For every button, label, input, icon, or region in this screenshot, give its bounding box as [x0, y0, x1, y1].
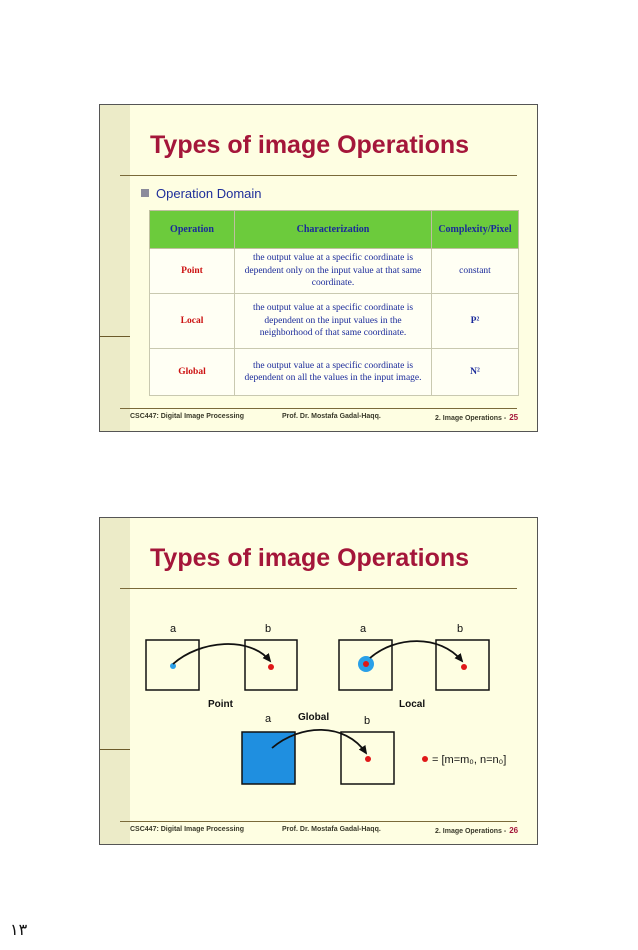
- bullet-text: Operation Domain: [156, 186, 262, 201]
- global-a-label: a: [265, 713, 272, 725]
- global-output-pixel: [365, 756, 371, 762]
- operations-table: [149, 210, 519, 396]
- slide-title: Types of image Operations: [150, 131, 470, 159]
- table-row: [150, 294, 519, 349]
- table-row: [150, 349, 519, 396]
- footer-author: Prof. Dr. Mostafa Gadal-Haqq.: [282, 413, 381, 420]
- square-bullet-icon: [141, 189, 149, 197]
- footer-author: Prof. Dr. Mostafa Gadal-Haqq.: [282, 826, 381, 833]
- cell-complexity: constant: [432, 249, 519, 294]
- slide-sidebar: [100, 105, 130, 431]
- header-complexity: Complexity/Pixel: [432, 211, 519, 249]
- table-header-row: [150, 211, 519, 249]
- table-row: [150, 249, 519, 294]
- cell-operation: Global: [150, 349, 235, 396]
- local-a-label: a: [360, 623, 367, 635]
- cell-characterization: the output value at a specific coordinate is dependent on all the values in the input image.: [235, 349, 432, 396]
- global-label: Global: [298, 712, 330, 723]
- footer-page-number: 25: [509, 413, 519, 422]
- slide-title: Types of image Operations: [150, 544, 470, 572]
- footer-course: CSC447: Digital Image Processing: [130, 413, 244, 420]
- legend-text: = [m=m₀, n=n₀]: [432, 754, 507, 766]
- slide-26: [99, 517, 538, 845]
- bullet-item: [141, 186, 262, 201]
- footer-section-label: 2. Image Operations -: [435, 415, 507, 422]
- footer-course: CSC447: Digital Image Processing: [130, 826, 244, 833]
- cell-characterization: the output value at a specific coordinate is dependent only on the input value at that same coordinate.: [235, 249, 432, 294]
- global-b-label: b: [364, 715, 371, 727]
- local-b-label: b: [457, 623, 464, 635]
- local-arrow: [370, 641, 462, 661]
- local-output-pixel: [461, 664, 467, 670]
- sidebar-divider: [100, 336, 130, 337]
- point-a-label: a: [170, 623, 177, 635]
- page-number: ١٣: [10, 922, 28, 939]
- point-b-label: b: [265, 623, 272, 635]
- point-arrow: [173, 644, 270, 664]
- cell-operation: Point: [150, 249, 235, 294]
- cell-characterization: the output value at a specific coordinate is dependent on the input values in the neighborhood of that same coordinate.: [235, 294, 432, 349]
- local-input-pixel: [363, 661, 369, 667]
- point-output-pixel: [268, 664, 274, 670]
- cell-complexity: N²: [432, 349, 519, 396]
- legend-pixel-icon: [422, 756, 428, 762]
- footer-rule: [120, 408, 517, 409]
- slide-25: [99, 104, 538, 432]
- header-characterization: Characterization: [235, 211, 432, 249]
- point-label: Point: [208, 699, 233, 710]
- footer-section: [435, 826, 518, 835]
- footer-rule: [120, 821, 517, 822]
- header-operation: Operation: [150, 211, 235, 249]
- operations-diagram: [100, 518, 537, 844]
- cell-operation: Local: [150, 294, 235, 349]
- local-label: Local: [399, 699, 426, 710]
- footer-page-number: 26: [509, 826, 519, 835]
- title-rule: [120, 175, 517, 176]
- footer-section: [435, 413, 518, 422]
- cell-complexity: P²: [432, 294, 519, 349]
- footer-section-label: 2. Image Operations -: [435, 828, 507, 835]
- global-input-image: [242, 732, 295, 784]
